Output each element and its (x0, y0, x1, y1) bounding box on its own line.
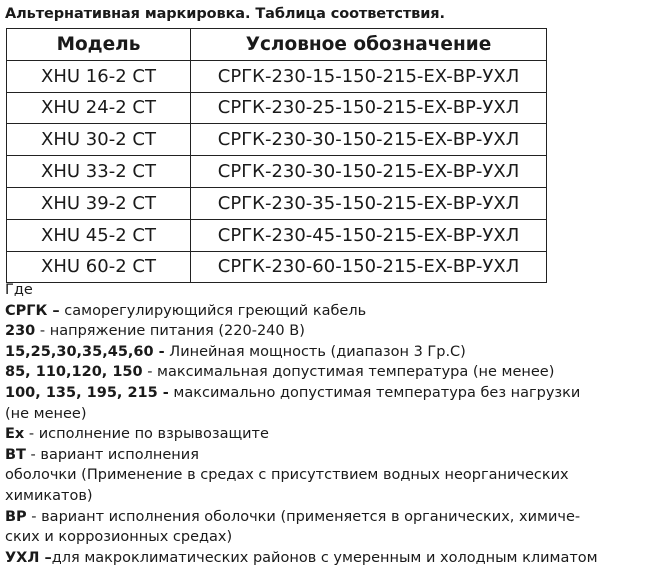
legend-line-voltage (5, 321, 669, 342)
designation-cell: СРГК-230-35-150-215-EX-ВР-УХЛ (191, 187, 547, 219)
designation-cell: СРГК-230-45-150-215-EX-ВР-УХЛ (191, 219, 547, 251)
table-row (7, 124, 547, 156)
legend-line-vr (5, 507, 669, 528)
legend-line-vt-cont1: оболочки (Применение в средах с присутствием водных неорганических (5, 467, 569, 484)
column-header-model: Модель (7, 29, 191, 61)
legend-line-ex (5, 424, 669, 445)
legend-line-power (5, 342, 669, 363)
legend-term: 85, 110,120, 150 (5, 364, 143, 381)
column-header-designation: Условное обозначение (191, 29, 547, 61)
table-row (7, 251, 547, 283)
legend-text: - вариант исполнения оболочки (применяется в органических, химиче- (26, 508, 581, 525)
legend-text: для макроклиматических районов с умеренным и холодным климатом (51, 549, 598, 566)
model-cell: XHU 60-2 CT (7, 251, 191, 283)
table-header-row (7, 29, 547, 61)
legend-line-vt-cont2: химикатов) (5, 487, 93, 504)
legend-line-srgk (5, 301, 669, 322)
legend-line-max-temp (5, 362, 669, 383)
model-cell: XHU 24-2 CT (7, 92, 191, 124)
designation-cell: СРГК-230-15-150-215-EX-ВР-УХЛ (191, 60, 547, 92)
legend-notes (5, 280, 669, 568)
legend-term: Ex (5, 426, 25, 443)
legend-line-uhl (5, 548, 669, 569)
model-cell: XHU 45-2 CT (7, 219, 191, 251)
table-row (7, 92, 547, 124)
table-row (7, 156, 547, 188)
legend-term: СРГК – (5, 302, 60, 319)
designation-cell: СРГК-230-60-150-215-EX-ВР-УХЛ (191, 251, 547, 283)
legend-text: саморегулирующийся греющий кабель (59, 302, 367, 319)
model-cell: XHU 33-2 CT (7, 156, 191, 188)
legend-term: 100, 135, 195, 215 - (5, 384, 169, 401)
legend-text: максимально допустимая температура без нагрузки (168, 384, 581, 401)
legend-text: Линейная мощность (диапазон 3 Гр.С) (164, 343, 466, 360)
legend-line-no-load-temp (5, 383, 669, 404)
legend-text: - напряжение питания (220-240 В) (35, 323, 305, 340)
table-row (7, 219, 547, 251)
designation-cell: СРГК-230-25-150-215-EX-ВР-УХЛ (191, 92, 547, 124)
legend-text: - максимальная допустимая температура (не менее) (142, 364, 555, 381)
table-title: Альтернативная маркировка. Таблица соответствия. (5, 6, 445, 22)
legend-term: УХЛ – (5, 549, 52, 566)
legend-term: ВТ (5, 446, 26, 463)
legend-term: 15,25,30,35,45,60 - (5, 343, 165, 360)
model-cell: XHU 30-2 CT (7, 124, 191, 156)
legend-term: ВР (5, 508, 27, 525)
legend-term: 230 (5, 323, 36, 340)
legend-text: - исполнение по взрывозащите (24, 426, 269, 443)
model-cell: XHU 39-2 CT (7, 187, 191, 219)
table-row (7, 187, 547, 219)
legend-text: - вариант исполнения (25, 446, 199, 463)
legend-line-no-load-temp-cont: (не менее) (5, 405, 87, 422)
correspondence-table (6, 28, 547, 283)
legend-where: Где (5, 282, 33, 298)
table-row (7, 60, 547, 92)
legend-line-vt (5, 445, 669, 466)
designation-cell: СРГК-230-30-150-215-EX-ВР-УХЛ (191, 124, 547, 156)
legend-line-vr-cont: ских и коррозионных средах) (5, 529, 233, 546)
model-cell: XHU 16-2 CT (7, 60, 191, 92)
designation-cell: СРГК-230-30-150-215-EX-ВР-УХЛ (191, 156, 547, 188)
